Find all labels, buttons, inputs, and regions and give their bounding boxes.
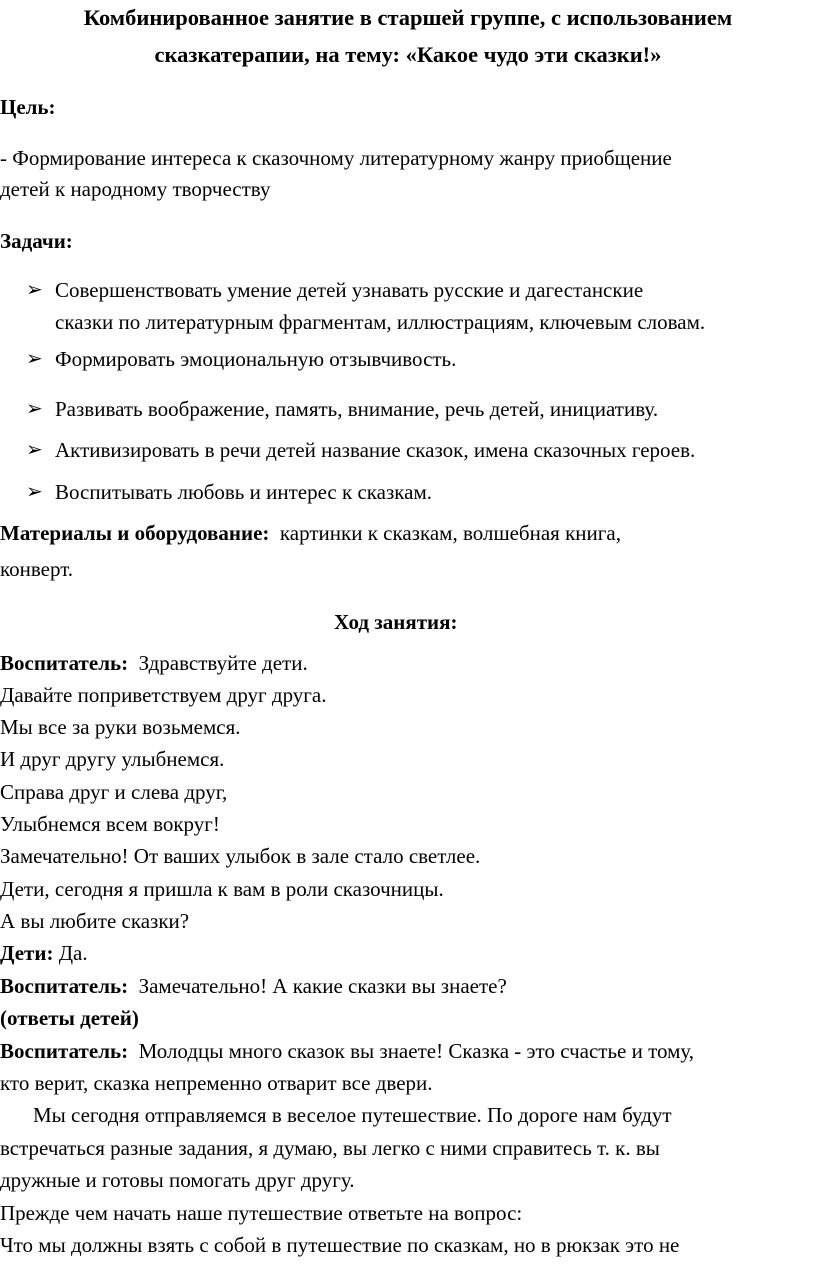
lesson-line-9: А вы любите сказки?	[0, 909, 190, 933]
lesson-line-12: (ответы детей)	[0, 1006, 139, 1030]
document-title-line-1: Комбинированное занятие в старшей группе, с использованием	[83, 5, 733, 30]
bullet-arrow-icon: ➢	[26, 398, 43, 420]
lesson-line-4: И друг другу улыбнемся.	[0, 747, 225, 771]
task-item-3: Развивать воображение, память, внимание, речь детей, инициативу.	[55, 397, 659, 421]
bullet-arrow-icon: ➢	[26, 348, 43, 370]
goal-text-line-1: - Формирование интереса к сказочному литературному жанру приобщение	[0, 146, 672, 170]
bullet-arrow-icon: ➢	[26, 481, 43, 503]
bullet-arrow-icon: ➢	[26, 279, 43, 301]
tasks-heading: Задачи:	[0, 229, 73, 253]
lesson-line-17: дружные и готовы помогать друг другу.	[0, 1168, 355, 1192]
task-item-4: Активизировать в речи детей название сказок, имена сказочных героев.	[55, 438, 696, 462]
lesson-line-6: Улыбнемся всем вокруг!	[0, 812, 220, 836]
task-item-1-line-2: сказки по литературным фрагментам, иллюстрациям, ключевым словам.	[55, 310, 706, 334]
speaker-label: Воспитатель:	[0, 651, 129, 675]
materials-line-1	[0, 520, 621, 546]
lesson-text: Замечательно! А какие сказки вы знаете?	[138, 974, 507, 998]
lesson-text: Молодцы много сказок вы знаете! Сказка - это счастье и тому,	[138, 1039, 695, 1063]
speaker-label: Воспитатель:	[0, 1039, 129, 1063]
lesson-line-5: Справа друг и слева друг,	[0, 780, 228, 804]
lesson-text: Здравствуйте дети.	[138, 651, 308, 675]
materials-text: картинки к сказкам, волшебная книга,	[279, 521, 621, 545]
document-title-line-2: сказкатерапии, на тему: «Какое чудо эти сказки!»	[154, 42, 662, 67]
lesson-line-10	[0, 940, 88, 966]
lesson-line-3: Мы все за руки возьмемся.	[0, 715, 241, 739]
lesson-line-18: Прежде чем начать наше путешествие ответьте на вопрос:	[0, 1201, 523, 1225]
lesson-line-7: Замечательно! От ваших улыбок в зале стало светлее.	[0, 844, 481, 868]
lesson-line-13	[0, 1038, 694, 1064]
task-item-2: Формировать эмоциональную отзывчивость.	[55, 347, 457, 371]
lesson-line-15: Мы сегодня отправляемся в веселое путешествие. По дороге нам будут	[33, 1103, 672, 1127]
lesson-text: Да.	[58, 941, 88, 965]
materials-label: Материалы и оборудование:	[0, 521, 270, 545]
bullet-arrow-icon: ➢	[26, 439, 43, 461]
speaker-label: Воспитатель:	[0, 974, 129, 998]
goal-heading: Цель:	[0, 95, 56, 119]
materials-line-2: конверт.	[0, 557, 74, 581]
lesson-heading: Ход занятия:	[334, 610, 458, 634]
goal-text-line-2: детей к народному творчеству	[0, 177, 271, 201]
lesson-line-16: встречаться разные задания, я думаю, вы легко с ними справитесь т. к. вы	[0, 1136, 660, 1160]
lesson-line-8: Дети, сегодня я пришла к вам в роли сказочницы.	[0, 877, 444, 901]
lesson-line-14: кто верит, сказка непременно отварит все двери.	[0, 1071, 433, 1095]
speaker-label: Дети:	[0, 941, 54, 965]
task-item-5: Воспитывать любовь и интерес к сказкам.	[55, 480, 433, 504]
lesson-line-1	[0, 650, 308, 676]
task-item-1-line-1: Совершенствовать умение детей узнавать русские и дагестанские	[55, 278, 644, 302]
lesson-line-19: Что мы должны взять с собой в путешествие по сказкам, но в рюкзак это не	[0, 1233, 680, 1257]
lesson-line-2: Давайте поприветствуем друг друга.	[0, 683, 327, 707]
lesson-line-11	[0, 973, 507, 999]
